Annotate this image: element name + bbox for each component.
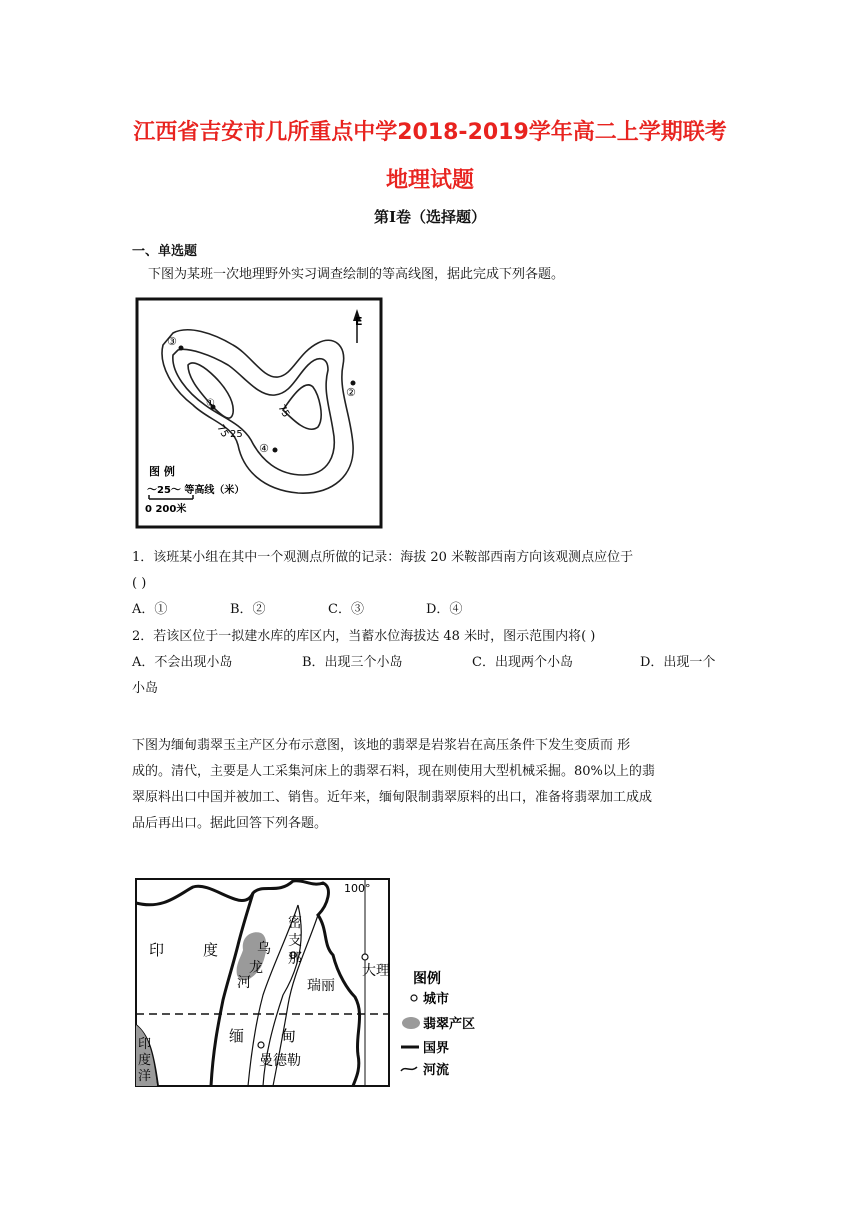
q2-options: [132, 650, 715, 676]
label-myitkyina-3: 那: [288, 951, 302, 967]
legend-jade-icon: [402, 1017, 420, 1029]
label-indian-ocean-2: 度: [138, 1053, 152, 1068]
label-wulong-2: 龙: [249, 960, 263, 976]
label-myitkyina-2: 支: [288, 933, 302, 949]
label-wulong-1: 乌: [257, 941, 271, 957]
q2-option-d[interactable]: D．出现一个: [640, 655, 716, 670]
label-india-1: 印: [149, 941, 165, 959]
map1-scale: 0 200米: [145, 504, 187, 515]
label-indian-ocean-3: 洋: [138, 1069, 152, 1084]
q1-option-c[interactable]: C．③: [328, 602, 364, 617]
label-ruili: 瑞丽: [307, 978, 335, 994]
point-2-label: ②: [346, 386, 356, 399]
q2-option-a[interactable]: A．不会出现小岛: [132, 655, 233, 670]
jade-distribution-map: [133, 875, 493, 1090]
contour-label-75-right: 75: [275, 403, 292, 420]
title-line-2: 地理试题: [385, 168, 474, 193]
q1-option-b[interactable]: B．②: [230, 602, 266, 617]
q1-stem-line2: ( ): [132, 576, 147, 591]
north-arrow-label: E: [355, 315, 363, 328]
longitude-label: 100°: [344, 882, 371, 895]
title-line-1: 江西省吉安市几所重点中学2018-2019学年高二上学期联考: [133, 120, 727, 145]
label-myanmar-1: 缅: [229, 1027, 245, 1045]
section-heading: 一、单选题: [132, 244, 198, 259]
contour-map: [133, 295, 385, 531]
q2-option-b[interactable]: B．出现三个小岛: [302, 655, 403, 670]
label-india-2: 度: [203, 941, 219, 959]
contour-label-25: 25: [230, 429, 243, 440]
legend-city-icon: [411, 995, 417, 1001]
part-heading: 第Ⅰ卷（选择题）: [373, 208, 487, 226]
q1-stem-line1: 1．该班某小组在其中一个观测点所做的记录：海拔 20 米鞍部西南方向该观测点应位于: [132, 550, 634, 565]
legend-jade-area: 翡翠产区: [423, 1017, 476, 1032]
intro-paragraph-1: 下图为某班一次地理野外实习调查绘制的等高线图，据此完成下列各题。: [148, 267, 565, 282]
legend-river: 河流: [423, 1063, 450, 1078]
map2-legend-title: 图例: [413, 971, 441, 987]
q1-options: [132, 597, 462, 623]
contour-label-75-left: 75: [214, 423, 231, 440]
point-3-label: ③: [167, 335, 177, 348]
q1-option-a[interactable]: A．①: [132, 602, 168, 617]
q2-stem: 2．若该区位于一拟建水库的库区内，当蓄水位海拔达 48 米时，图示范围内将( ): [132, 629, 596, 644]
legend-river-icon: [401, 1067, 417, 1071]
map1-legend-title: 图 例: [149, 465, 175, 478]
label-indian-ocean-1: 印: [138, 1037, 152, 1052]
label-myitkyina-1: 密: [288, 915, 302, 931]
label-dali: 大理: [362, 963, 390, 979]
map1-legend-contour: ～25～ 等高线（米）: [147, 485, 245, 496]
q2-option-c[interactable]: C．出现两个小岛: [472, 655, 573, 670]
intro2-line4: 品后再出口。据此回答下列各题。: [132, 816, 328, 831]
legend-city: 城市: [423, 992, 450, 1007]
label-wulong-3: 河: [237, 975, 251, 991]
label-mandalay: 曼德勒: [259, 1053, 301, 1069]
q2-option-wrap: 小岛: [132, 681, 159, 696]
point-4-label: ④: [259, 442, 269, 455]
intro2-line3: 翠原料出口中国并被加工、销售。近年来，缅甸限制翡翠原料的出口，准备将翡翠加工成成: [132, 790, 653, 805]
legend-border: 国界: [423, 1041, 450, 1056]
q1-option-d[interactable]: D．④: [426, 602, 463, 617]
intro2-line2: 成的。清代，主要是人工采集河床上的翡翠石料，现在则使用大型机械采掘。80%以上的翡: [132, 764, 655, 779]
label-myanmar-2: 甸: [281, 1027, 297, 1045]
intro2-line1: 下图为缅甸翡翠玉主产区分布示意图，该地的翡翠是岩浆岩在高压条件下发生变质而 形: [132, 738, 631, 753]
point-1-label: ①: [206, 398, 215, 409]
